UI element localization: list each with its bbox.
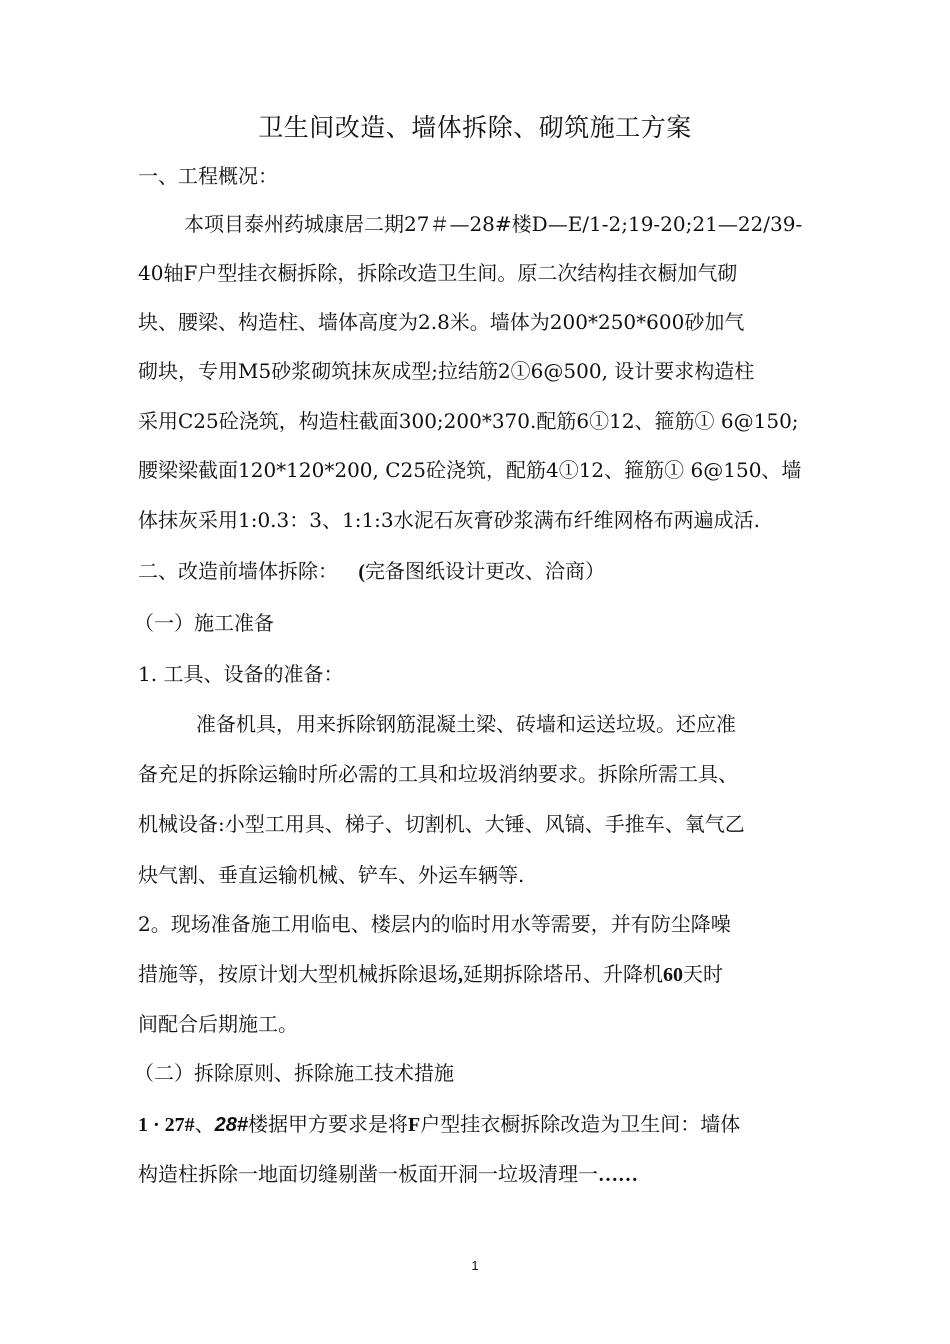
text-run: 天时 [683, 962, 723, 986]
text-run: 户型挂衣橱拆除改造为卫生间：墙体 [420, 1112, 741, 1136]
text-run-bold: 60 [663, 964, 683, 986]
paragraph-line: 准备机具，用来拆除钢筋混凝土梁、砖墙和运送垃圾。还应准 [196, 712, 736, 736]
text-run-bold: 1 · 27# [138, 1114, 195, 1136]
paragraph-line: 采用C25砼浇筑，构造柱截面300;200*370.配筋6①12、箍筋① 6@150; [138, 409, 799, 433]
section-heading-demolition [138, 558, 605, 585]
text-run: 构造柱拆除一地面切缝剔凿一板面开洞一垃圾清理一 [138, 1162, 598, 1186]
subsection-heading-principles: （二）拆除原则、拆除施工技术措施 [134, 1061, 454, 1085]
page-number: 1 [471, 1258, 479, 1273]
document-title: 卫生间改造、墙体拆除、砌筑施工方案 [258, 113, 692, 142]
text-run-bold: F [408, 1114, 421, 1136]
section-heading-text: 二、改造前墙体拆除： [138, 559, 338, 583]
item-heading-tools: 1. 工具、设备的准备： [138, 662, 344, 686]
paragraph-line: 40轴F户型挂衣橱拆除，拆除改造卫生间。原二次结构挂衣橱加气砌 [138, 261, 738, 285]
text-run: 、 [194, 1112, 215, 1136]
paragraph-line: 2。现场准备施工用临电、楼层内的临时用水等需要，并有防尘降噪 [138, 912, 731, 936]
paragraph-line [138, 961, 723, 988]
paragraph-line: 腰梁梁截面120*120*200, C25砼浇筑，配筋4①12、箍筋① 6@150、墙 [138, 458, 802, 482]
paragraph-line: 机械设备:小型工用具、梯子、切割机、大锤、风镐、手推车、氧气乙 [138, 812, 745, 836]
paragraph-line [138, 1161, 638, 1188]
paragraph-line: 炔气割、垂直运输机械、铲车、外运车辆等. [138, 863, 525, 887]
subsection-heading-preparation: （一）施工准备 [134, 611, 274, 635]
paragraph-line: 体抹灰采用1:0.3：3、1:1:3水泥石灰膏砂浆满布纤维网格布两遍成活. [138, 508, 761, 532]
paragraph-line: 砌块，专用M5砂浆砌筑抹灰成型;拉结筋2①6@500, 设计要求构造柱 [138, 359, 755, 383]
text-run-bold: …… [598, 1164, 638, 1186]
paragraph-line [138, 1111, 740, 1138]
text-run-bold: , [458, 964, 463, 986]
section-heading-overview: 一、工程概况： [138, 164, 278, 188]
section-heading-note: 完备图纸设计更改、洽商） [365, 559, 606, 583]
paragraph-line: 备充足的拆除运输时所必需的工具和垃圾消纳要求。拆除所需工具、 [138, 762, 738, 786]
text-run: 措施等，按原计划大型机械拆除退场 [138, 962, 458, 986]
text-run: 延期拆除塔吊、升降机 [463, 962, 663, 986]
paragraph-line: 块、腰梁、构造柱、墙体高度为2.8米。墙体为200*250*600砂加气 [138, 310, 745, 334]
text-run: 楼据甲方要求是将 [248, 1112, 409, 1136]
paragraph-line: 间配合后期施工。 [138, 1012, 298, 1036]
text-run-bold-italic: 28# [214, 1114, 249, 1136]
paragraph-line: 本项目泰州药城康居二期27＃—28#楼D—E/1-2;19-20;21—22/39- [184, 212, 803, 236]
section-heading-paren: ( [358, 561, 366, 583]
